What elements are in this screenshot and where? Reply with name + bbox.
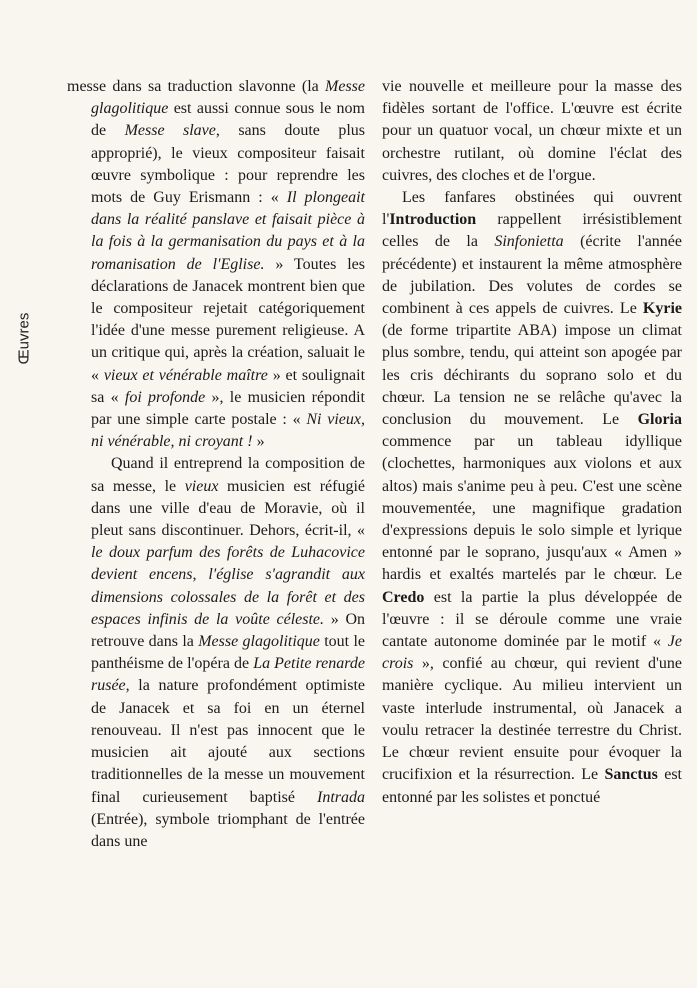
text-run: » et soulignait sa «	[91, 366, 366, 406]
italic-text: Il plongeait dans la réalité panslave et faisait pièce à la fois à la germanisation du pays et à la romanisation de l'Eglise.	[91, 189, 365, 273]
text-run: » Toutes les déclarations de Janacek montrent bien que le compositeur rejetait catégoriquement l'idée d'une messe purement religieuse. A un critique qui, après la création, saluait le «	[91, 255, 365, 384]
bold-term: Gloria	[637, 411, 682, 429]
text-run: vie nouvelle et meilleure pour la masse des fidèles sortant de l'office. L'œuvre est écrite pour un quatuor vocal, un chœur mixte et un orchestre rutilant, où domine l'éclat des cuivres, des cloches et de l'orgue.	[382, 78, 682, 184]
text-run: musicien est réfugié dans une ville d'eau de Moravie, où il pleut sans discontinuer. Dehors, écrit-il, «	[91, 477, 365, 540]
italic-text: vieux	[184, 477, 219, 495]
italic-text: Messe glagolitique	[91, 78, 365, 118]
italic-text: Ni vieux, ni vénérable, ni croyant !	[91, 411, 365, 451]
left-paragraph-2	[91, 453, 365, 853]
bold-term: Credo	[382, 588, 425, 606]
italic-text: Messe slave	[124, 122, 216, 140]
italic-text: Je crois	[382, 633, 682, 673]
text-run: (de forme tripartite ABA) impose un climat plus sombre, tendu, qui atteint son apogée par les cris déchirants du soprano solo et du chœur. La tension ne se relâche qu'avec la conclusion du mouvement. Le	[382, 322, 682, 429]
section-side-label: Œuvres	[15, 312, 33, 365]
italic-text: Messe glagolitique	[198, 633, 320, 651]
text-run: tout le panthéisme de l'opéra de	[91, 633, 365, 673]
italic-text: Sinfonietta	[494, 233, 564, 251]
right-paragraph-1	[382, 76, 682, 187]
text-run: (écrite l'année précédente) et instaurent la même atmosphère de jubilation. Des volutes de cordes se combinent à ces appels de cuivres. Le	[382, 233, 682, 318]
text-run: commence par un tableau idyllique (clochettes, harmoniques aux violons et aux altos) mais s'anime peu à peu. C'est une scène mouvementée, une magnifique gradation d'expressions depuis le solo simple et lyrique entonné par le soprano, jusqu'aux « Amen » hardis et exaltés martelés par le chœur. Le	[382, 433, 682, 584]
italic-text: vieux et vénérable maître	[103, 366, 268, 384]
italic-text: foi profonde	[124, 388, 206, 406]
italic-text: La Petite renarde rusée	[91, 655, 365, 695]
bold-term: Kyrie	[642, 300, 682, 318]
text-run: rappellent irrésistiblement celles de la	[382, 211, 682, 251]
text-run: », confié au chœur, qui revient d'une manière cyclique. Au milieu intervient un vaste interlude instrumental, où Janacek a voulu retracer la destinée terrestre du Christ. Le chœur revient ensuite pour évoquer la crucifixion et la résurrection. Le	[382, 655, 682, 784]
italic-text: Intrada	[317, 788, 365, 806]
text-run: , sans doute plus approprié), le vieux compositeur faisait œuvre symbolique : pour reprendre les mots de Guy Erismann : «	[91, 122, 365, 207]
bold-term: Introduction	[389, 211, 477, 229]
text-run: »	[252, 433, 265, 451]
text-run: », le musicien répondit par une simple carte postale : «	[91, 388, 365, 429]
right-column	[382, 76, 682, 809]
left-column	[67, 76, 366, 853]
bold-term: Sanctus	[604, 766, 658, 784]
text-run: Quand il entreprend la composition de sa messe, le	[91, 455, 365, 495]
left-paragraph-1	[67, 76, 366, 453]
text-run: est aussi connue sous le nom de	[91, 100, 365, 140]
italic-text: le doux parfum des forêts de Luhacovice devient encens, l'église s'agrandit aux dimensions colossales de la forêt et des espaces infinis de la voûte céleste.	[91, 544, 365, 628]
text-run: Les fanfares obstinées qui ouvrent l'	[382, 189, 682, 229]
text-run: , la nature profondément optimiste de Janacek et sa foi en un éternel renouveau. Il n'est pas innocent que le musicien ait ajouté aux sections traditionnelles de la messe un mouvement final curieusement baptisé	[91, 677, 365, 806]
text-run: est la partie la plus développée de l'œuvre : il se déroule comme une vraie cantate autonome dominée par le motif «	[382, 588, 682, 651]
text-run: (Entrée), symbole triomphant de l'entrée dans une	[91, 810, 365, 850]
text-run: » On retrouve dans la	[91, 610, 366, 651]
right-paragraph-2	[382, 187, 682, 809]
text-run: est entonné par les solistes et ponctué	[382, 766, 682, 806]
text-run: messe dans sa traduction slavonne (la	[67, 78, 326, 95]
